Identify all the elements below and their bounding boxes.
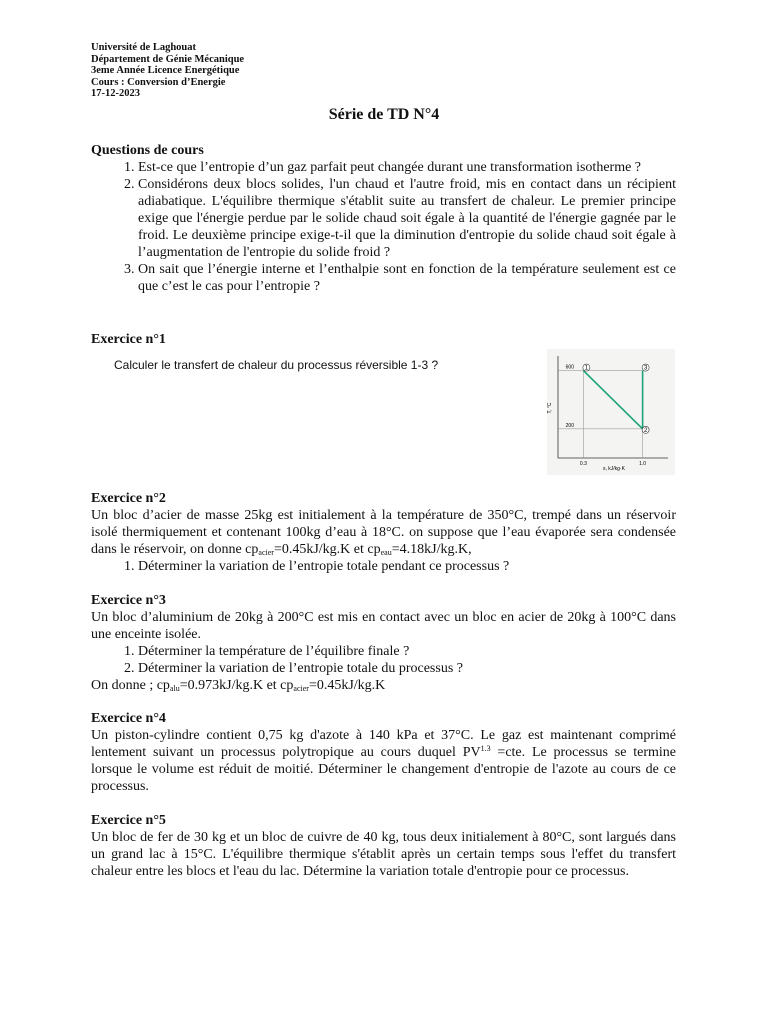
- exercise-3-section: [91, 592, 676, 694]
- document-date: 17-12-2023: [91, 88, 140, 99]
- exercise-5-heading: Exercice n°5: [91, 813, 166, 828]
- y-axis-label: T, °C: [547, 402, 553, 414]
- exercise-3-list: [91, 643, 676, 677]
- exercise-2-section: [91, 490, 676, 575]
- x-axis-label: s, kJ/kg·K: [603, 466, 625, 472]
- exercise-5-text: Un bloc de fer de 30 kg et un bloc de cuivre de 40 kg, tous deux initialement à 80°C, sont largués dans un grand lac à 15°C. L'équilibre thermique s'établit après un certain temps sous l'effet du transfert chaleur entre les blocs et l'eau du lac. Détermine la variation totale d'entropie pour ce processus.: [91, 830, 676, 879]
- exercise-4-text: Un piston-cylindre contient 0,75 kg d'azote à 140 kPa et 37°C. Le gaz est maintenant comprimé lentement suivant un processus polytropique au cours duquel $PV^{1.3} =cte$. Le processus se termine lorsque le volume est réduit de moitié. Déterminer le changement d'entropie de l'azote au cours de ce processus.: [91, 728, 676, 794]
- x-tick-1-0: 1.0: [639, 461, 647, 467]
- exercise-4-section: [91, 710, 676, 795]
- ts-diagram-svg: [546, 348, 676, 476]
- exercise-2-heading: Exercice n°2: [91, 491, 166, 506]
- department-name: Département de Génie Mécanique: [91, 53, 245, 65]
- exercise-4-heading: Exercice n°4: [91, 711, 166, 726]
- y-tick-600: 600: [565, 364, 574, 371]
- exercise-5-section: [91, 812, 676, 880]
- questions-list: [91, 159, 676, 295]
- exercise-2-text: Un bloc d’acier de masse 25kg est initialement à la température de 350°C, trempé dans un réservoir isolé thermiquement et contenant 100kg d’eau à 18°C. on suppose que l’eau évaporée sera condensée dans le réservoir, on donne $cp_{acier}=0.45kJ/kg.K$ et $cp_{eau}=4.18kJ/kg.K$,: [91, 508, 676, 557]
- state-label-3: 3: [643, 365, 648, 372]
- exercise-2-list: [91, 558, 676, 575]
- document-header: [91, 42, 244, 100]
- exercise-3-text: Un bloc d’aluminium de 20kg à 200°C est mis en contact avec un bloc en acier de 20kg à 100°C dans une enceinte isolée.: [91, 610, 676, 642]
- exercise-item: 1. Déterminer la température de l’équilibre finale ?: [138, 643, 676, 660]
- state-label-1: 1: [584, 365, 589, 372]
- x-tick-0-3: 0.3: [579, 461, 587, 467]
- study-level: 3eme Année Licence Energétique: [91, 65, 240, 76]
- questions-section: [91, 142, 676, 295]
- exercise-item: 2. Déterminer la variation de l’entropie totale du processus ?: [138, 660, 676, 677]
- exercise-1-section: [91, 331, 676, 348]
- exercise-3-heading: Exercice n°3: [91, 593, 166, 608]
- question-item: 3. On sait que l’énergie interne et l’enthalpie sont en fonction de la température seulement est ce que c’est le cas pour l’entropie ?: [138, 261, 676, 295]
- page-title: Série de TD N°4: [328, 106, 440, 123]
- y-tick-200: 200: [565, 422, 574, 429]
- university-name: Université de Laghouat: [91, 42, 196, 53]
- course-name: Cours : Conversion d’Energie: [91, 76, 226, 88]
- exercise-1-text: Calculer le transfert de chaleur du processus réversible 1-3 ?: [114, 358, 439, 372]
- state-label-2: 2: [643, 427, 648, 434]
- exercise-1-heading: Exercice n°1: [91, 332, 166, 347]
- exercise-item: 1. Déterminer la variation de l’entropie totale pendant ce processus ?: [138, 558, 676, 575]
- ts-diagram: [546, 348, 676, 476]
- question-item: 1. Est-ce que l’entropie d’un gaz parfait peut changée durant une transformation isotherme ?: [138, 159, 676, 176]
- exercise-3-givens: On donne ; $cp_{alu}=0.973kJ/kg.K$ et $cp_{acier}=0.45kJ/kg.K$: [91, 678, 386, 693]
- questions-heading: Questions de cours: [91, 143, 204, 158]
- question-item: 2. Considérons deux blocs solides, l'un chaud et l'autre froid, mis en contact dans un récipient adiabatique. L'équilibre thermique s'établit suite au transfert de chaleur. Le premier principe exige que l'énergie perdue par le solide chaud soit égale à la quantité de l'énergie gagnée par le froid. Le deuxième principe exige-t-il que la diminution d'entropie du solide chaud soit égale à l’augmentation de l'entropie du solide froid ?: [138, 176, 676, 261]
